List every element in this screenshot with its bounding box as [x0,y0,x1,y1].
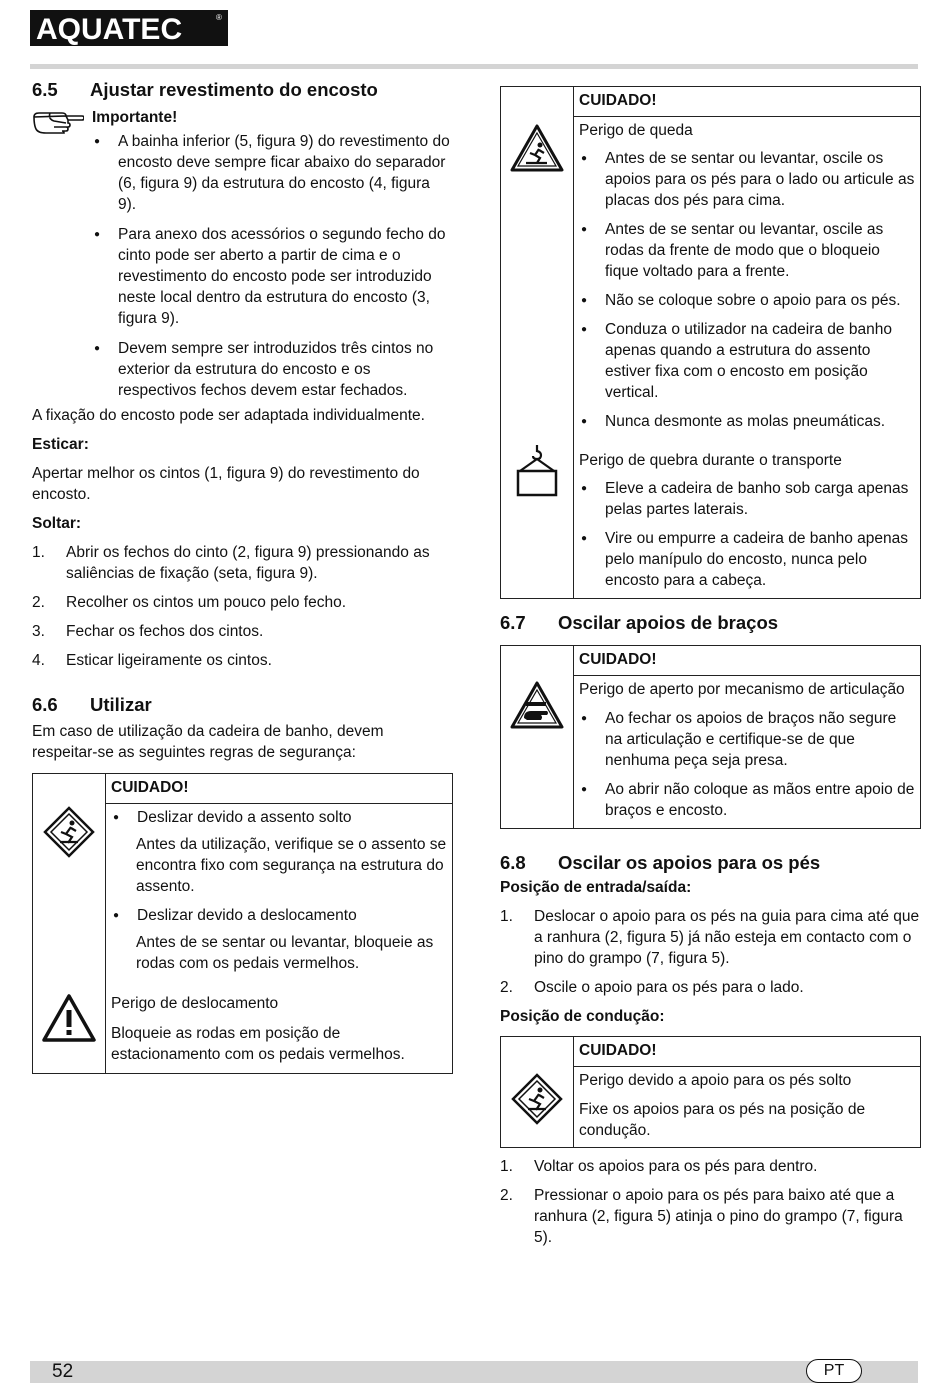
paragraph: Fixe os apoios para os pés na posição de condução. [579,1101,866,1139]
svg-text:®: ® [216,13,222,22]
list-item: 2. Oscile o apoio para os pés para o lado. [500,979,804,996]
caution-label: CUIDADO! [574,87,920,117]
loosen-steps [32,542,452,671]
aquatec-logo [30,10,228,46]
page-number: 52 [52,1361,74,1382]
list-item: 1. Voltar os apoios para os pés para dentro. [500,1158,818,1175]
warning-box-use [32,773,453,1074]
list-item: ● Devem sempre ser introduzidos três cintos no exterior da estrutura do encosto e os respectivos fechos devem estar fechados. [92,338,452,401]
note-title: Importante! [92,109,178,126]
section-6-5-heading: 6.5 Ajustar revestimento do encosto [32,79,378,100]
paragraph: Antes da utilização, verifique se o assento se encontra fixo com segurança na estrutura do assento. [136,836,447,895]
list-item: ● A bainha inferior (5, figura 9) do revestimento do encosto deve sempre ficar abaixo do separador (6, figura 9) da estrutura do encosto (4, figura 9). [92,131,452,215]
fall-hazard-icon [509,123,565,173]
section-6-7-heading: 6.7 Oscilar apoios de braços [500,612,779,633]
paragraph: A fixação do encosto pode ser adaptada individualmente. [32,407,425,424]
list-item: ● Antes de se sentar ou levantar, oscile os apoios para os pés para o lado ou articule as placas dos pés para cima. [579,148,915,211]
logo-text: AQUATEC [36,13,183,46]
section-6-6-heading: 6.6 Utilizar [32,694,152,715]
warning-box-armrest [500,645,921,829]
slip-hazard-icon [43,806,95,858]
lifting-hook-icon [514,443,560,499]
list-item: 2. Recolher os cintos um pouco pelo fecho. [32,594,347,611]
list-item: 3. Fechar os fechos dos cintos. [32,623,264,640]
list-item: ● Ao abrir não coloque as mãos entre apoio de braços e encosto. [579,779,915,821]
caution-label: CUIDADO! [106,774,452,804]
pinch-hazard-icon [509,680,565,730]
note-bullets [92,131,452,401]
caution-label: CUIDADO! [574,646,920,676]
footer-bar [30,1361,918,1383]
left-column [32,78,452,1074]
list-item: ● Não se coloque sobre o apoio para os pés. [579,290,915,311]
list-item: 4. Esticar ligeiramente os cintos. [32,652,272,669]
danger-title: Perigo devido a apoio para os pés solto [579,1072,852,1089]
warning-box-fall [500,86,921,599]
paragraph: Antes de se sentar ou levantar, bloqueie as rodas com os pedais vermelhos. [136,934,434,972]
list-item: ● Para anexo dos acessórios o segundo fecho do cinto pode ser aberto a partir de cima e o revestimento do encosto pode ser introduzido neste local dentro da estrutura do encosto (3, figura 9). [92,224,452,329]
header-bar [30,64,918,69]
list-item: ● Ao fechar os apoios de braços não segure na articulação e certifique-se de que nenhuma peça seja presa. [579,708,915,771]
danger-title: Perigo de deslocamento [111,995,279,1012]
list-item: 1. Abrir os fechos do cinto (2, figura 9) pressionando as saliências de fixação (seta, figura 9). [32,544,430,582]
caution-label: CUIDADO! [574,1037,920,1067]
warning-box-footrest [500,1036,921,1148]
list-item: ● Deslizar devido a assento solto [111,807,447,828]
subheading-drive: Posição de condução: [500,1008,665,1025]
list-item: ● Vire ou empurre a cadeira de banho apenas pelo manípulo do encosto, nunca pelo encosto para a cabeça. [579,528,915,591]
subheading-soltar: Soltar: [32,515,82,532]
danger-title: Perigo de queda [579,122,693,139]
section-6-8-heading: 6.8 Oscilar os apoios para os pés [500,852,821,873]
paragraph: Bloqueie as rodas em posição de estacionamento com os pedais vermelhos. [111,1025,405,1063]
list-item: ● Conduza o utilizador na cadeira de banho apenas quando a estrutura do assento estiver fixa com o encosto em posição vertical. [579,319,915,403]
danger-title: Perigo de quebra durante o transporte [579,452,842,469]
subheading-entry: Posição de entrada/saída: [500,879,692,896]
list-item: ● Nunca desmonte as molas pneumáticas. [579,411,915,432]
list-item: ● Deslizar devido a deslocamento [111,905,447,926]
language-badge: PT [806,1359,862,1383]
drive-steps [500,1156,920,1248]
right-column [500,86,920,1256]
warning-triangle-icon [41,993,97,1043]
list-item: 2. Pressionar o apoio para os pés para baixo até que a ranhura (2, figura 5) atinja o pino do grampo (7, figura 5). [500,1187,903,1246]
pointing-hand-icon [32,107,84,135]
paragraph: Em caso de utilização da cadeira de banho, devem respeitar-se as seguintes regras de segurança: [32,723,384,761]
important-note [32,107,452,401]
list-item: 1. Deslocar o apoio para os pés na guia para cima até que a ranhura (2, figura 5) já não esteja em contacto com o pino do grampo (7, figura 5). [500,908,920,967]
slip-hazard-icon [511,1073,563,1125]
subheading-esticar: Esticar: [32,436,89,453]
danger-title: Perigo de aperto por mecanismo de articulação [579,681,905,698]
paragraph: Apertar melhor os cintos (1, figura 9) do revestimento do encosto. [32,465,420,503]
list-item: ● Antes de se sentar ou levantar, oscile as rodas da frente de modo que o bloqueio fique voltado para a frente. [579,219,915,282]
entry-steps [500,906,920,998]
list-item: ● Eleve a cadeira de banho sob carga apenas pelas partes laterais. [579,478,915,520]
